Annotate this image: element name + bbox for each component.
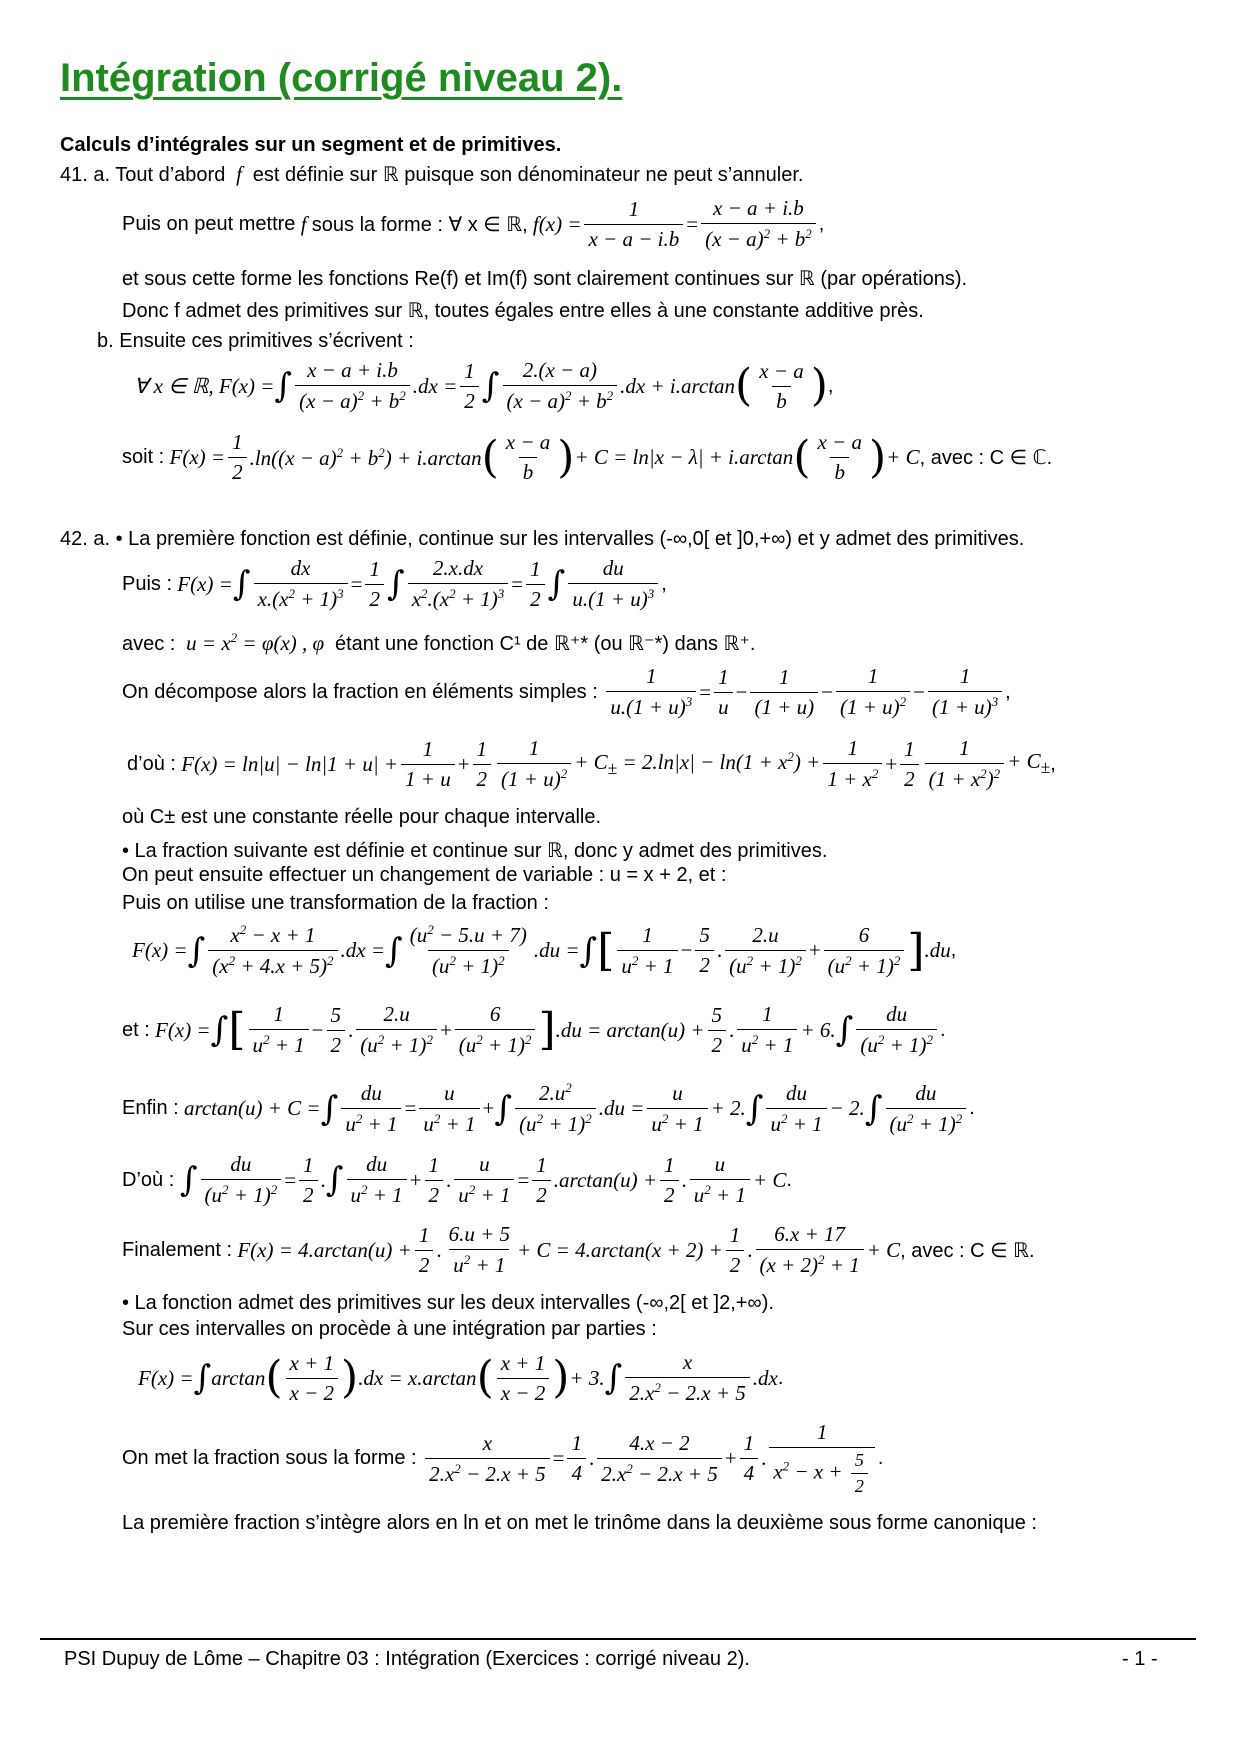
ex42-b-douu: D’où : ∫ $\frac{du}{(u^2 + 1)^2}$ = $\frac{1}{2}$ . ∫ $\frac{du}{u^2 + 1}$ + $\frac{1}{2}$ . $\frac{u}{u^2 + 1}$ = $\frac{1}{2}$ .arctan(u) + $\frac{1}{2}$ . $\frac{u}{u^2 + 1}$ + C .	[122, 1152, 792, 1207]
footer-text: PSI Dupuy de Lôme – Chapitre 03 : Intégration (Exercices : corrigé niveau 2).	[64, 1648, 750, 1670]
ex42-b-formula1: F(x) = ∫ $\frac{x^2 - x + 1}{(x^2 + 4.x + 5)^2}$ .dx = ∫ $\frac{(u^2 - 5.u + 7)}{(u^2 + 1)^2}$ .du = ∫ [ $\frac{1}{u^2 + 1}$ − $\frac{5}{2}$ . $\frac{2.u}{(u^2 + 1)^2}$ + $\frac{6}{(u^2 + 1)^2}$ ] .du ,	[132, 922, 957, 978]
ex42-a-ou: où C± est une constante réelle pour chaque intervalle.	[122, 806, 602, 828]
ex42-b-line2: On peut ensuite effectuer un changement de variable : u = x + 2, et :	[122, 864, 727, 886]
ex42-c-line1: • La fonction admet des primitives sur les deux intervalles (-∞,2[ et ]2,+∞).	[122, 1292, 774, 1314]
page-number: - 1 -	[1122, 1648, 1158, 1670]
ex42-a-dou: d’où : F(x) = ln|u| − ln|1 + u| + $\frac{1}{1 + u}$ + $\frac{1}{2}$ $\frac{1}{(1 + u)^2}$ + $C_\pm = 2.\ln|x| - \ln(1 + x^2)$ + $\frac{1}{1 + x^2}$ + $\frac{1}{2}$ $\frac{1}{(1 + x^2)^2}$ + $C_\pm$ ,	[127, 736, 1056, 791]
ex41-a-formula: Puis on peut mettre f sous la forme : ∀ x ∈ ℝ, f(x) = $\frac{1}{x - a - i.b}$ = $\frac{x - a + i.b}{(x - a)^2 + b^2}$ ,	[122, 196, 825, 251]
ex41-b-formula: ∀ x ∈ ℝ, F(x) = ∫ $\frac{x - a + i.b}{(x - a)^2 + b^2}$ .dx = $\frac{1}{2}$ ∫ $\frac{2.(x - a)}{(x - a)^2 + b^2}$ .dx + i.arctan ( $\frac{x - a}{b}$ ) ,	[134, 358, 834, 413]
section-heading: Calculs d’intégrales sur un segment et de primitives.	[60, 134, 562, 156]
ex42-b-line3: Puis on utilise une transformation de la fraction :	[122, 892, 549, 914]
ex42-b-et: et : F(x) = ∫ [ $\frac{1}{u^2 + 1}$ − $\frac{5}{2}$ . $\frac{2.u}{(u^2 + 1)^2}$ + $\frac{6}{(u^2 + 1)^2}$ ] .du = arctan(u) + $\frac{5}{2}$ . $\frac{1}{u^2 + 1}$ + 6. ∫ $\frac{du}{(u^2 + 1)^2}$ .	[122, 1002, 946, 1057]
ex42-c-fraction: On met la fraction sous la forme : $\frac{x}{2.x^2 - 2.x + 5}$ = $\frac{1}{4}$ . $\frac{4.x - 2}{2.x^2 - 2.x + 5}$ + $\frac{1}{4}$ . 1 $x^2 - x$ + $\frac{5}{2}$ .	[122, 1420, 884, 1496]
ex42-c-line2: Sur ces intervalles on procède à une intégration par parties :	[122, 1318, 657, 1340]
footer-divider	[40, 1638, 1196, 1640]
ex42-a-puis: Puis : F(x) = ∫ $\frac{dx}{x.(x^2 + 1)^3}$ = $\frac{1}{2}$ ∫ $\frac{2.x.dx}{x^2.(x^2 + 1)^3}$ = $\frac{1}{2}$ ∫ $\frac{du}{u.(1 + u)^3}$ ,	[122, 556, 667, 611]
ex42-a-line1: 42. a. • La première fonction est définie, continue sur les intervalles (-∞,0[ et ]0,+∞) et y admet des primitives.	[60, 528, 1025, 550]
ex42-b-finalement: Finalement : F(x) = 4.arctan(u) + $\frac{1}{2}$ . $\frac{6.u + 5}{u^2 + 1}$ + C = 4.arctan(x + 2) + $\frac{1}{2}$ . $\frac{6.x + 17}{(x + 2)^2 + 1}$ + C , avec : C ∈ ℝ.	[122, 1222, 1035, 1277]
ex42-a-decomp: On décompose alors la fraction en éléments simples : $\frac{1}{u.(1 + u)^3}$ = $\frac{1}{u}$ − $\frac{1}{(1 + u)}$ − $\frac{1}{(1 + u)^2}$ − $\frac{1}{(1 + u)^3}$ ,	[122, 664, 1011, 719]
ex41-a-line3: et sous cette forme les fonctions Re(f) et Im(f) sont clairement continues sur ℝ (par opérations).	[122, 268, 968, 290]
ex42-c-formula: F(x) = ∫ arctan ( $\frac{x + 1}{x - 2}$ ) .dx = x.arctan ( $\frac{x + 1}{x - 2}$ ) + 3. ∫ $\frac{x}{2.x^2 - 2.x + 5}$ .dx .	[138, 1350, 784, 1405]
ex41-a-line1: 41. a. Tout d’abord f est définie sur ℝ puisque son dénominateur ne peut s’annuler.	[60, 162, 804, 186]
ex42-c-line4: La première fraction s’intègre alors en ln et on met le trinôme dans la deuxième sous forme canonique :	[122, 1512, 1037, 1534]
ex41-b-soit: soit : F(x) = $\frac{1}{2}$ $.\ln((x - a)^2 + b^2) + i.\arctan$ ( $\frac{x - a}{b}$ ) + C = ln|x − λ| + i.arctan ( $\frac{x - a}{b}$ ) + C , avec : C ∈ ℂ.	[122, 430, 1053, 484]
ex42-b-line1: • La fraction suivante est définie et continue sur ℝ, donc y admet des primitives.	[122, 840, 828, 862]
page-title: Intégration (corrigé niveau 2).	[60, 56, 623, 100]
ex41-a-label: 41. a. Tout d’abord	[60, 164, 226, 186]
ex41-a-line4: Donc f admet des primitives sur ℝ, toutes égales entre elles à une constante additive près.	[122, 300, 924, 322]
ex41-a-text: est définie sur ℝ puisque son dénominateur ne peut s’annuler.	[252, 164, 804, 186]
ex42-a-avec: avec : $u = x^2 = \varphi(x)$ , φ étant une fonction C¹ de ℝ⁺* (ou ℝ⁻*) dans ℝ⁺.	[122, 630, 756, 655]
ex41-b-line1: b. Ensuite ces primitives s’écrivent :	[97, 330, 414, 352]
ex42-b-enfin: Enfin : arctan(u) + C = ∫ $\frac{du}{u^2 + 1}$ = $\frac{u}{u^2 + 1}$ + ∫ $\frac{2.u^2}{(u^2 + 1)^2}$ .du = $\frac{u}{u^2 + 1}$ + 2. ∫ $\frac{du}{u^2 + 1}$ − 2. ∫ $\frac{du}{(u^2 + 1)^2}$ .	[122, 1080, 975, 1136]
